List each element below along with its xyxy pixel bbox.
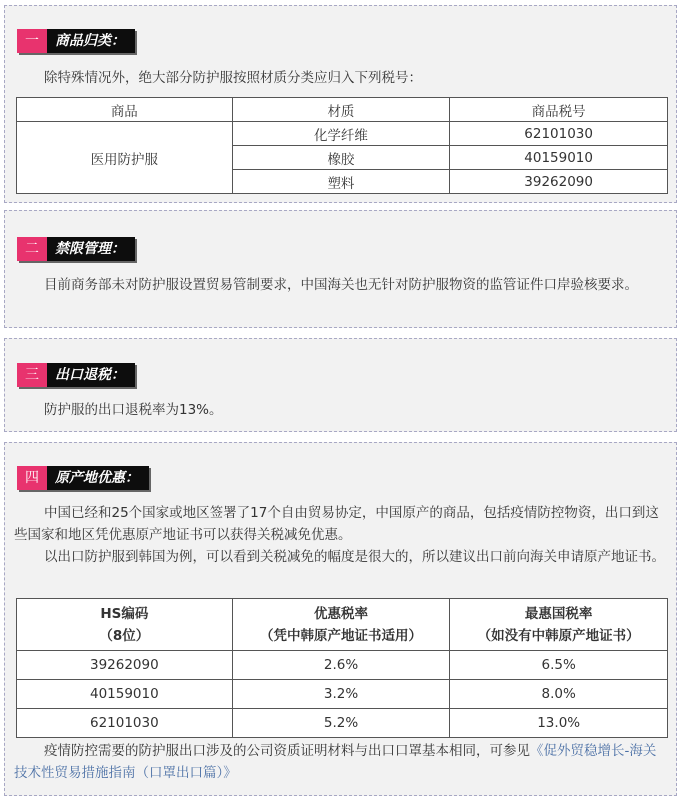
header-line: （凭中韩原产地证书适用）: [260, 627, 423, 644]
classification-table: [16, 97, 668, 194]
header-line: （如没有中韩原产地证书）: [477, 627, 640, 644]
section-title: 禁限管理：: [55, 241, 125, 257]
intro-text: 除特殊情况外，绝大部分防护服按照材质分类应归入下列税号：: [44, 70, 422, 86]
section-header: [17, 363, 135, 387]
footer-paragraph: [14, 740, 666, 784]
preferential-rate-cell: 5.2%: [232, 709, 450, 738]
section-header: [17, 29, 135, 53]
preferential-rate-cell: 2.6%: [232, 651, 450, 680]
column-header: 商品税号: [450, 98, 668, 122]
body-text: 目前商务部未对防护服设置贸易管制要求，中国海关也无针对防护服物资的监管证件口岸验核要求。: [44, 277, 638, 293]
preferential-rate-cell: 3.2%: [232, 680, 450, 709]
mfn-rate-cell: 6.5%: [450, 651, 668, 680]
section-restrictions: [4, 210, 677, 328]
material-cell: 橡胶: [232, 146, 450, 170]
material-cell: 塑料: [232, 170, 450, 194]
section-export-rebate: [4, 338, 677, 432]
header-line: 最惠国税率: [524, 605, 593, 622]
header-line: HS编码: [100, 605, 149, 622]
material-cell: 化学纤维: [232, 122, 450, 146]
section-title: 原产地优惠：: [55, 470, 139, 486]
guide-link[interactable]: 《促外贸稳增长-海关技术性贸易措施指南（口罩出口篇）》: [14, 743, 657, 781]
header-line: （8位）: [99, 627, 150, 644]
column-header: [17, 599, 233, 651]
mfn-rate-cell: 8.0%: [450, 680, 668, 709]
product-cell: 医用防护服: [17, 122, 233, 194]
footer-text: 疫情防控需要的防护服出口涉及的公司资质证明材料与出口口罩基本相同，可参见: [44, 743, 530, 759]
section-header: [17, 466, 149, 490]
tariff-table: [16, 598, 668, 738]
paragraph: 中国已经和25个国家或地区签署了17个自由贸易协定，中国原产的商品，包括疫情防控物资，出口到这些国家和地区凭优惠原产地证书可以获得关税减免优惠。: [14, 505, 659, 543]
column-header: [450, 599, 668, 651]
section-number: 一: [17, 29, 47, 53]
hs-code-cell: 40159010: [17, 680, 233, 709]
section-header: [17, 237, 135, 261]
header-line: 优惠税率: [314, 605, 369, 622]
column-header: 材质: [232, 98, 450, 122]
section-origin-preference: [4, 442, 677, 796]
section-title: 商品归类：: [55, 33, 125, 49]
mfn-rate-cell: 13.0%: [450, 709, 668, 738]
section-title: 出口退税：: [55, 367, 125, 383]
section-number: 三: [17, 363, 47, 387]
paragraph: 以出口防护服到韩国为例，可以看到关税减免的幅度是很大的，所以建议出口前向海关申请原产地证书。: [44, 549, 665, 565]
code-cell: 40159010: [450, 146, 668, 170]
column-header: [232, 599, 450, 651]
code-cell: 62101030: [450, 122, 668, 146]
section-number: 四: [17, 466, 47, 490]
body-text: 防护服的出口退税率为13%。: [44, 402, 223, 418]
column-header: 商品: [17, 98, 233, 122]
section-classification: [4, 5, 677, 203]
hs-code-cell: 39262090: [17, 651, 233, 680]
hs-code-cell: 62101030: [17, 709, 233, 738]
code-cell: 39262090: [450, 170, 668, 194]
section-number: 二: [17, 237, 47, 261]
